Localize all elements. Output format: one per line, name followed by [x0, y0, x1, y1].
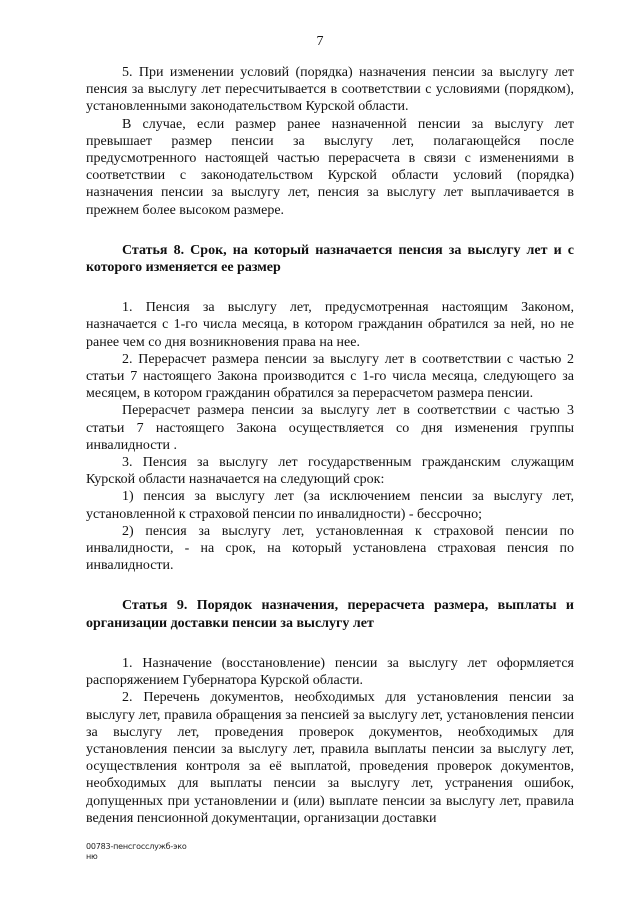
paragraph-article9-part2: 2. Перечень документов, необходимых для установления пенсии за выслугу лет, правила обращения за пенсией за выслугу лет, установления пенсии за выслугу лет, проведения проверок документов, необходимых для установления пенсии за выслугу лет, правила выплаты пенсии за выслугу лет, осуществления контроля за её выплатой, проведения проверок документов, необходимых для выплаты пенсии за выслугу лет, устранения ошибок, допущенных при установлении и (или) выплате пенсии за выслугу лет, правила ведения пенсионной документации, организации доставки	[86, 690, 574, 826]
document-footer-code	[86, 842, 226, 862]
paragraph-article8-part3: 3. Пенсия за выслугу лет государственным гражданским служащим Курской области назначается на следующий срок:	[86, 455, 574, 488]
document-body	[86, 64, 574, 827]
paragraph-article7-part5-exception: В случае, если размер ранее назначенной пенсии за выслугу лет превышает размер пенсии за выслугу лет, полагающейся после предусмотренного настоящей частью перерасчета в связи с изменениями в соответствии с законодательством Курской области условий (порядка) назначения пенсии за выслугу лет, пенсия за выслугу лет выплачивается в прежнем более высоком размере.	[86, 116, 574, 218]
paragraph-article8-part1: 1. Пенсия за выслугу лет, предусмотренная настоящим Законом, назначается с 1-го числа месяца, в котором гражданин обратился за ней, но не ранее чем со дня возникновения права на нее.	[86, 300, 574, 350]
paragraph-article8-part3-item1: 1) пенсия за выслугу лет (за исключением пенсии за выслугу лет, установленной к страховой пенсии по инвалидности) - бессрочно;	[86, 489, 574, 522]
page-number: 7	[316, 34, 324, 49]
paragraph-article8-part2-recalc: Перерасчет размера пенсии за выслугу лет в соответствии с частью 3 статьи 7 настоящего Закона осуществляется со дня изменения группы инвалидности .	[86, 403, 574, 453]
footer-code-line2: ню	[86, 852, 98, 861]
article-8-heading: Статья 8. Срок, на который назначается пенсия за выслугу лет и с которого изменяется ее размер	[86, 242, 574, 276]
paragraph-article9-part1: 1. Назначение (восстановление) пенсии за выслугу лет оформляется распоряжением Губернатора Курской области.	[86, 655, 574, 689]
paragraph-article8-part2: 2. Перерасчет размера пенсии за выслугу лет в соответствии с частью 2 статьи 7 настоящего Закона производится с 1-го числа месяца, следующего за месяцем, в котором гражданин обратился за перерасчетом размера пенсии.	[86, 351, 574, 402]
paragraph-article7-part5: 5. При изменении условий (порядка) назначения пенсии за выслугу лет пенсия за выслугу лет пересчитывается в соответствии с условиями (порядком), установленными законодательством Курской области.	[86, 65, 574, 115]
paragraph-article8-part3-item2: 2) пенсия за выслугу лет, установленная к страховой пенсии по инвалидности, - на срок, на который установлена страховая пенсия по инвалидности.	[86, 523, 574, 574]
footer-code-line1: 00783-пенсгосслужб-эко	[86, 842, 187, 851]
article-9-heading: Статья 9. Порядок назначения, перерасчета размера, выплаты и организации доставки пенсии за выслугу лет	[86, 598, 574, 631]
